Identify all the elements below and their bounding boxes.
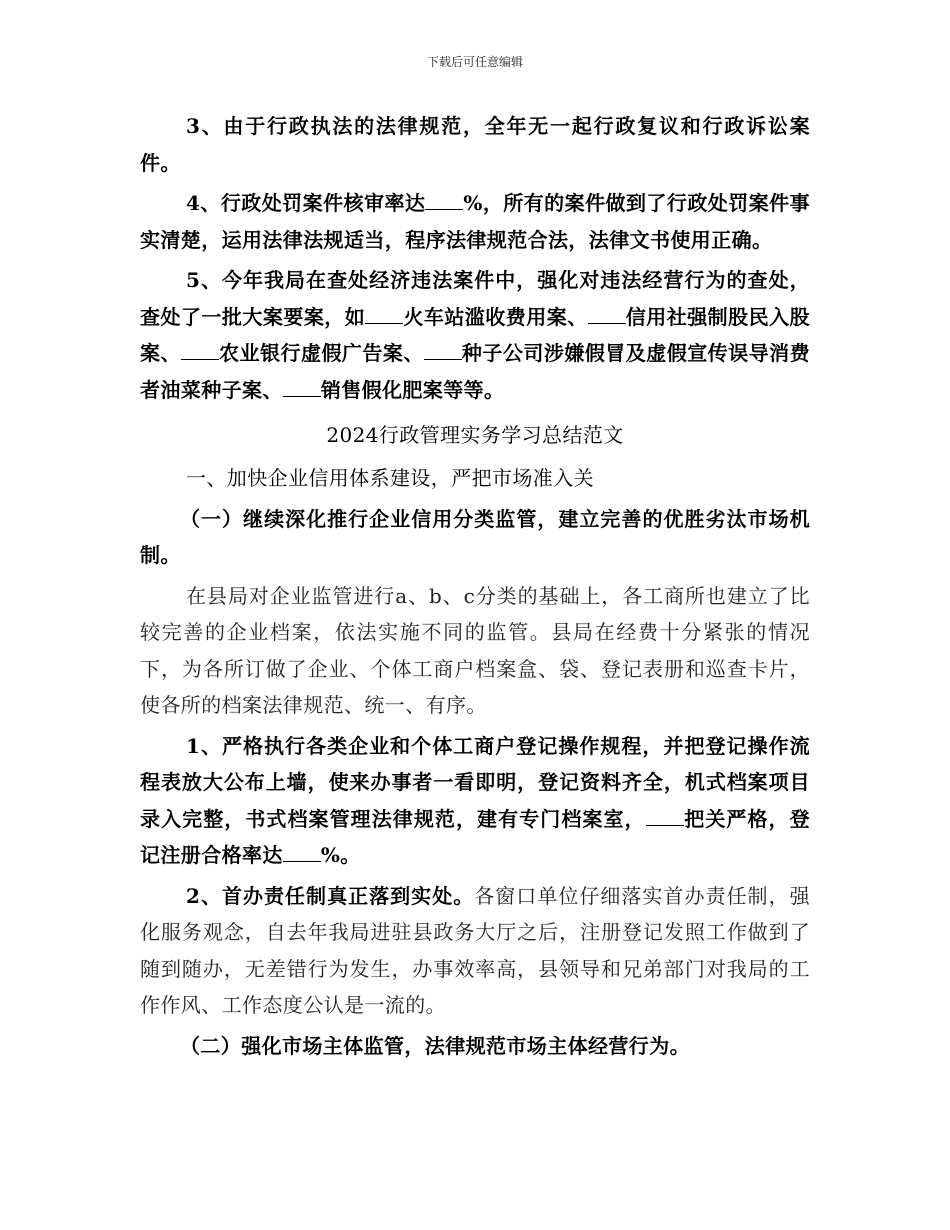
list-item-5 xyxy=(140,262,810,408)
item2-text: 各窗口单位仔细落实首办责任制，强化服务观念，自去年我局进驻县政务大厅之后，注册登记发照工作做到了随到随办，无差错行为发生，办事效率高，县领导和兄弟部门对我局的工作作风、工作态度公认是一流的。 xyxy=(140,883,810,1017)
document-body xyxy=(140,108,810,1064)
blank-field xyxy=(425,191,463,210)
list-item-2 xyxy=(140,878,810,1024)
blank-field xyxy=(283,378,321,397)
item4-text-1: 4、行政处罚案件核审率达 xyxy=(186,191,426,215)
item5-text-3: 信用社强制股民入股案、 xyxy=(140,304,810,365)
item5-text-4: 农业银行虚假广告案、 xyxy=(218,341,424,365)
list-item-1 xyxy=(140,728,810,874)
blank-field xyxy=(646,807,684,826)
document-title: 2024行政管理实务学习总结范文 xyxy=(326,423,624,447)
list-item-4 xyxy=(140,185,810,258)
list-item-3: 3、由于行政执法的法律规范，全年无一起行政复议和行政诉讼案件。 xyxy=(140,114,810,175)
paragraph-1: 在县局对企业监管进行a、b、c分类的基础上，各工商所也建立了比较完善的企业档案，依法实施不同的监管。县局在经费十分紧张的情况下，为各所订做了企业、个体工商户档案盒、袋、登记表册和巡查卡片，使各所的档案法律规范、统一、有序。 xyxy=(140,583,810,717)
item1-text-3: %。 xyxy=(320,843,361,867)
section-heading-1: 一、加快企业信用体系建设，严把市场准入关 xyxy=(186,466,594,490)
blank-field xyxy=(424,341,462,360)
item2-bold-text: 2、首办责任制真正落到实处。 xyxy=(186,883,475,908)
item1-text-1: 1、严格执行各类企业和个体工商户登记操作规程，并把登记操作流程表放大公布上墙，使来办事者一看即明，登记资料齐全，机式档案项目录入完整，书式档案管理法律规范，建有专门档案室， xyxy=(140,733,810,831)
item5-text-2: 火车站滥收费用案、 xyxy=(403,304,588,329)
blank-field xyxy=(181,341,219,360)
item1-text-2: 把关严格，登记注册合格率达 xyxy=(140,806,810,867)
subsection-heading-1: （一）继续深化推行企业信用分类监管，建立完善的优胜劣汰市场机制。 xyxy=(140,506,810,567)
item5-text-1: 5、今年我局在查处经济违法案件中，强化对违法经营行为的查处，查处了一批大案要案，如 xyxy=(140,268,810,329)
item4-text-2: %，所有的案件做到了行政处罚案件事实清楚，运用法律法规适当，程序法律规范合法，法律文书使用正确。 xyxy=(140,191,811,252)
blank-field xyxy=(283,843,321,862)
item5-text-5: 种子公司涉嫌假冒及虚假宣传误导消费者油菜种子案、 xyxy=(140,341,810,402)
blank-field xyxy=(365,305,403,324)
subsection-heading-2: （二）强化市场主体监管，法律规范市场主体经营行为。 xyxy=(180,1033,690,1058)
page-header: 下载后可任意编辑 xyxy=(426,55,523,69)
item5-text-6: 销售假化肥案等等。 xyxy=(320,377,505,402)
blank-field xyxy=(588,305,626,324)
